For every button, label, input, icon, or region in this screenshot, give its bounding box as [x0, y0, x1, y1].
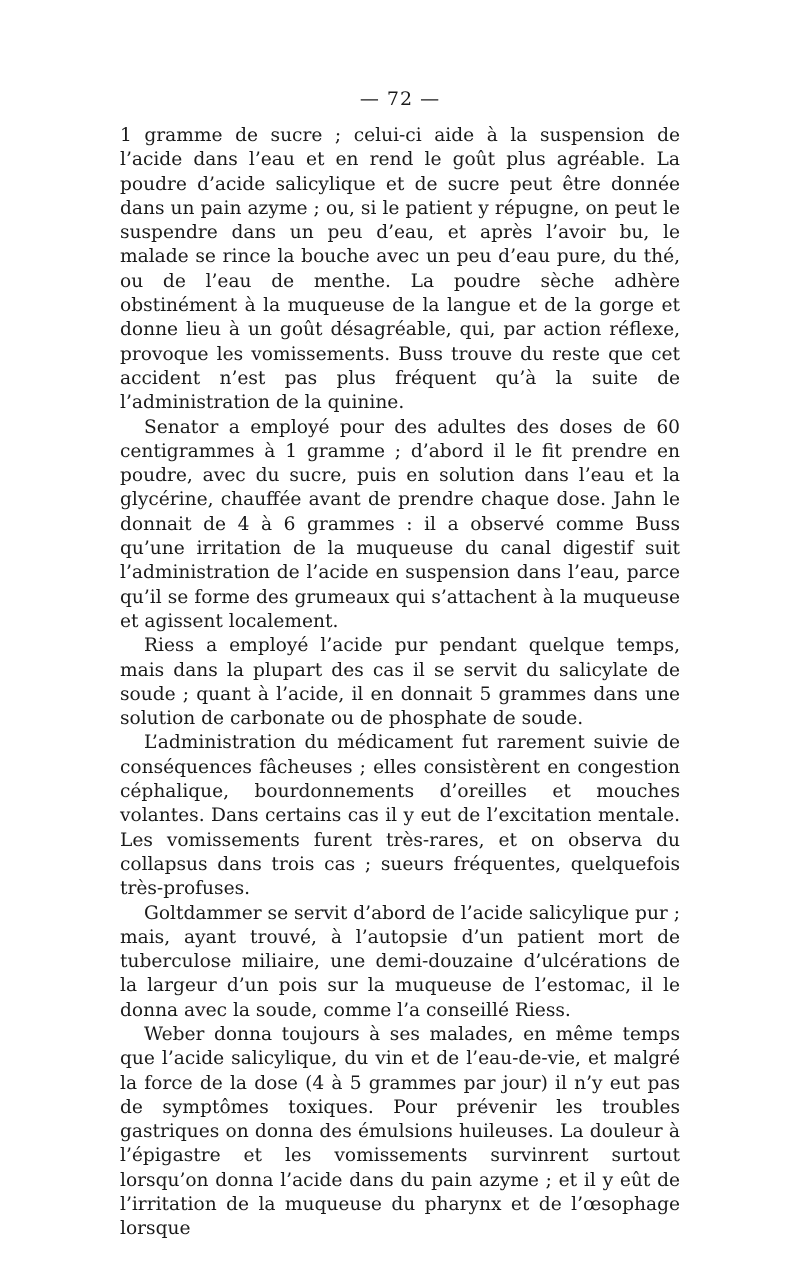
paragraph-5: Goltdammer se servit d’abord de l’acide salicylique pur ; mais, ayant trouvé, à l’autopsie d’un patient mort de tuberculose miliaire, une demi-douzaine d’ulcérations de la largeur d’un pois sur la muqueuse de l’estomac, il le donna avec la soude, comme l’a conseillé Riess. — [120, 902, 680, 1021]
paragraph-6: Weber donna toujours à ses malades, en même temps que l’acide salicylique, du vin et de l’eau-de-vie, et malgré la force de la dose (4 à 5 grammes par jour) il n’y eut pas de symptômes toxiques. Pour prévenir les troubles gastriques on donna des émulsions huileuses. La douleur à l’épigastre et les vomissements survinrent surtout lorsqu’on donna l’acide dans du pain azyme ; et il y eût de l’irritation de la muqueuse du pharynx et de l’œsophage lorsque — [120, 1023, 680, 1240]
body-text — [120, 124, 680, 1242]
page-number: — 72 — — [359, 88, 441, 110]
paragraph-2: Senator a employé pour des adultes des doses de 60 centigrammes à 1 gramme ; d’abord il le fit prendre en poudre, avec du sucre, puis en solution dans l’eau et la glycérine, chauffée avant de prendre chaque dose. Jahn le donnait de 4 à 6 grammes : il a observé comme Buss qu’une irritation de la muqueuse du canal digestif suit l’administration de l’acide en suspension dans l’eau, parce qu’il se forme des grumeaux qui s’attachent à la muqueuse et agissent localement. — [120, 416, 680, 632]
paragraph-1: 1 gramme de sucre ; celui-ci aide à la suspension de l’acide dans l’eau et en rend le goût plus agréable. La poudre d’acide salicylique et de sucre peut être donnée dans un pain azyme ; ou, si le patient y répugne, on peut le suspendre dans un peu d’eau, et après l’avoir bu, le malade se rince la bouche avec un peu d’eau pure, du thé, ou de l’eau de menthe. La poudre sèche adhère obstinément à la muqueuse de la langue et de la gorge et donne lieu à un goût désagréable, qui, par action réflexe, provoque les vomissements. Buss trouve du reste que cet accident n’est pas plus fréquent qu’à la suite de l’administration de la quinine. — [120, 125, 680, 414]
paragraph-4: L’administration du médicament fut rarement suivie de conséquences fâcheuses ; elles consistèrent en congestion céphalique, bourdonnements d’oreilles et mouches volantes. Dans certains cas il y eut de l’excitation mentale. Les vomissements furent très-rares, et on observa du collapsus dans trois cas ; sueurs fréquentes, quelquefois très-profuses. — [120, 732, 680, 900]
paragraph-3: Riess a employé l’acide pur pendant quelque temps, mais dans la plupart des cas il se servit du salicylate de soude ; quant à l’acide, il en donnait 5 grammes dans une solution de carbonate ou de phosphate de soude. — [120, 635, 680, 730]
